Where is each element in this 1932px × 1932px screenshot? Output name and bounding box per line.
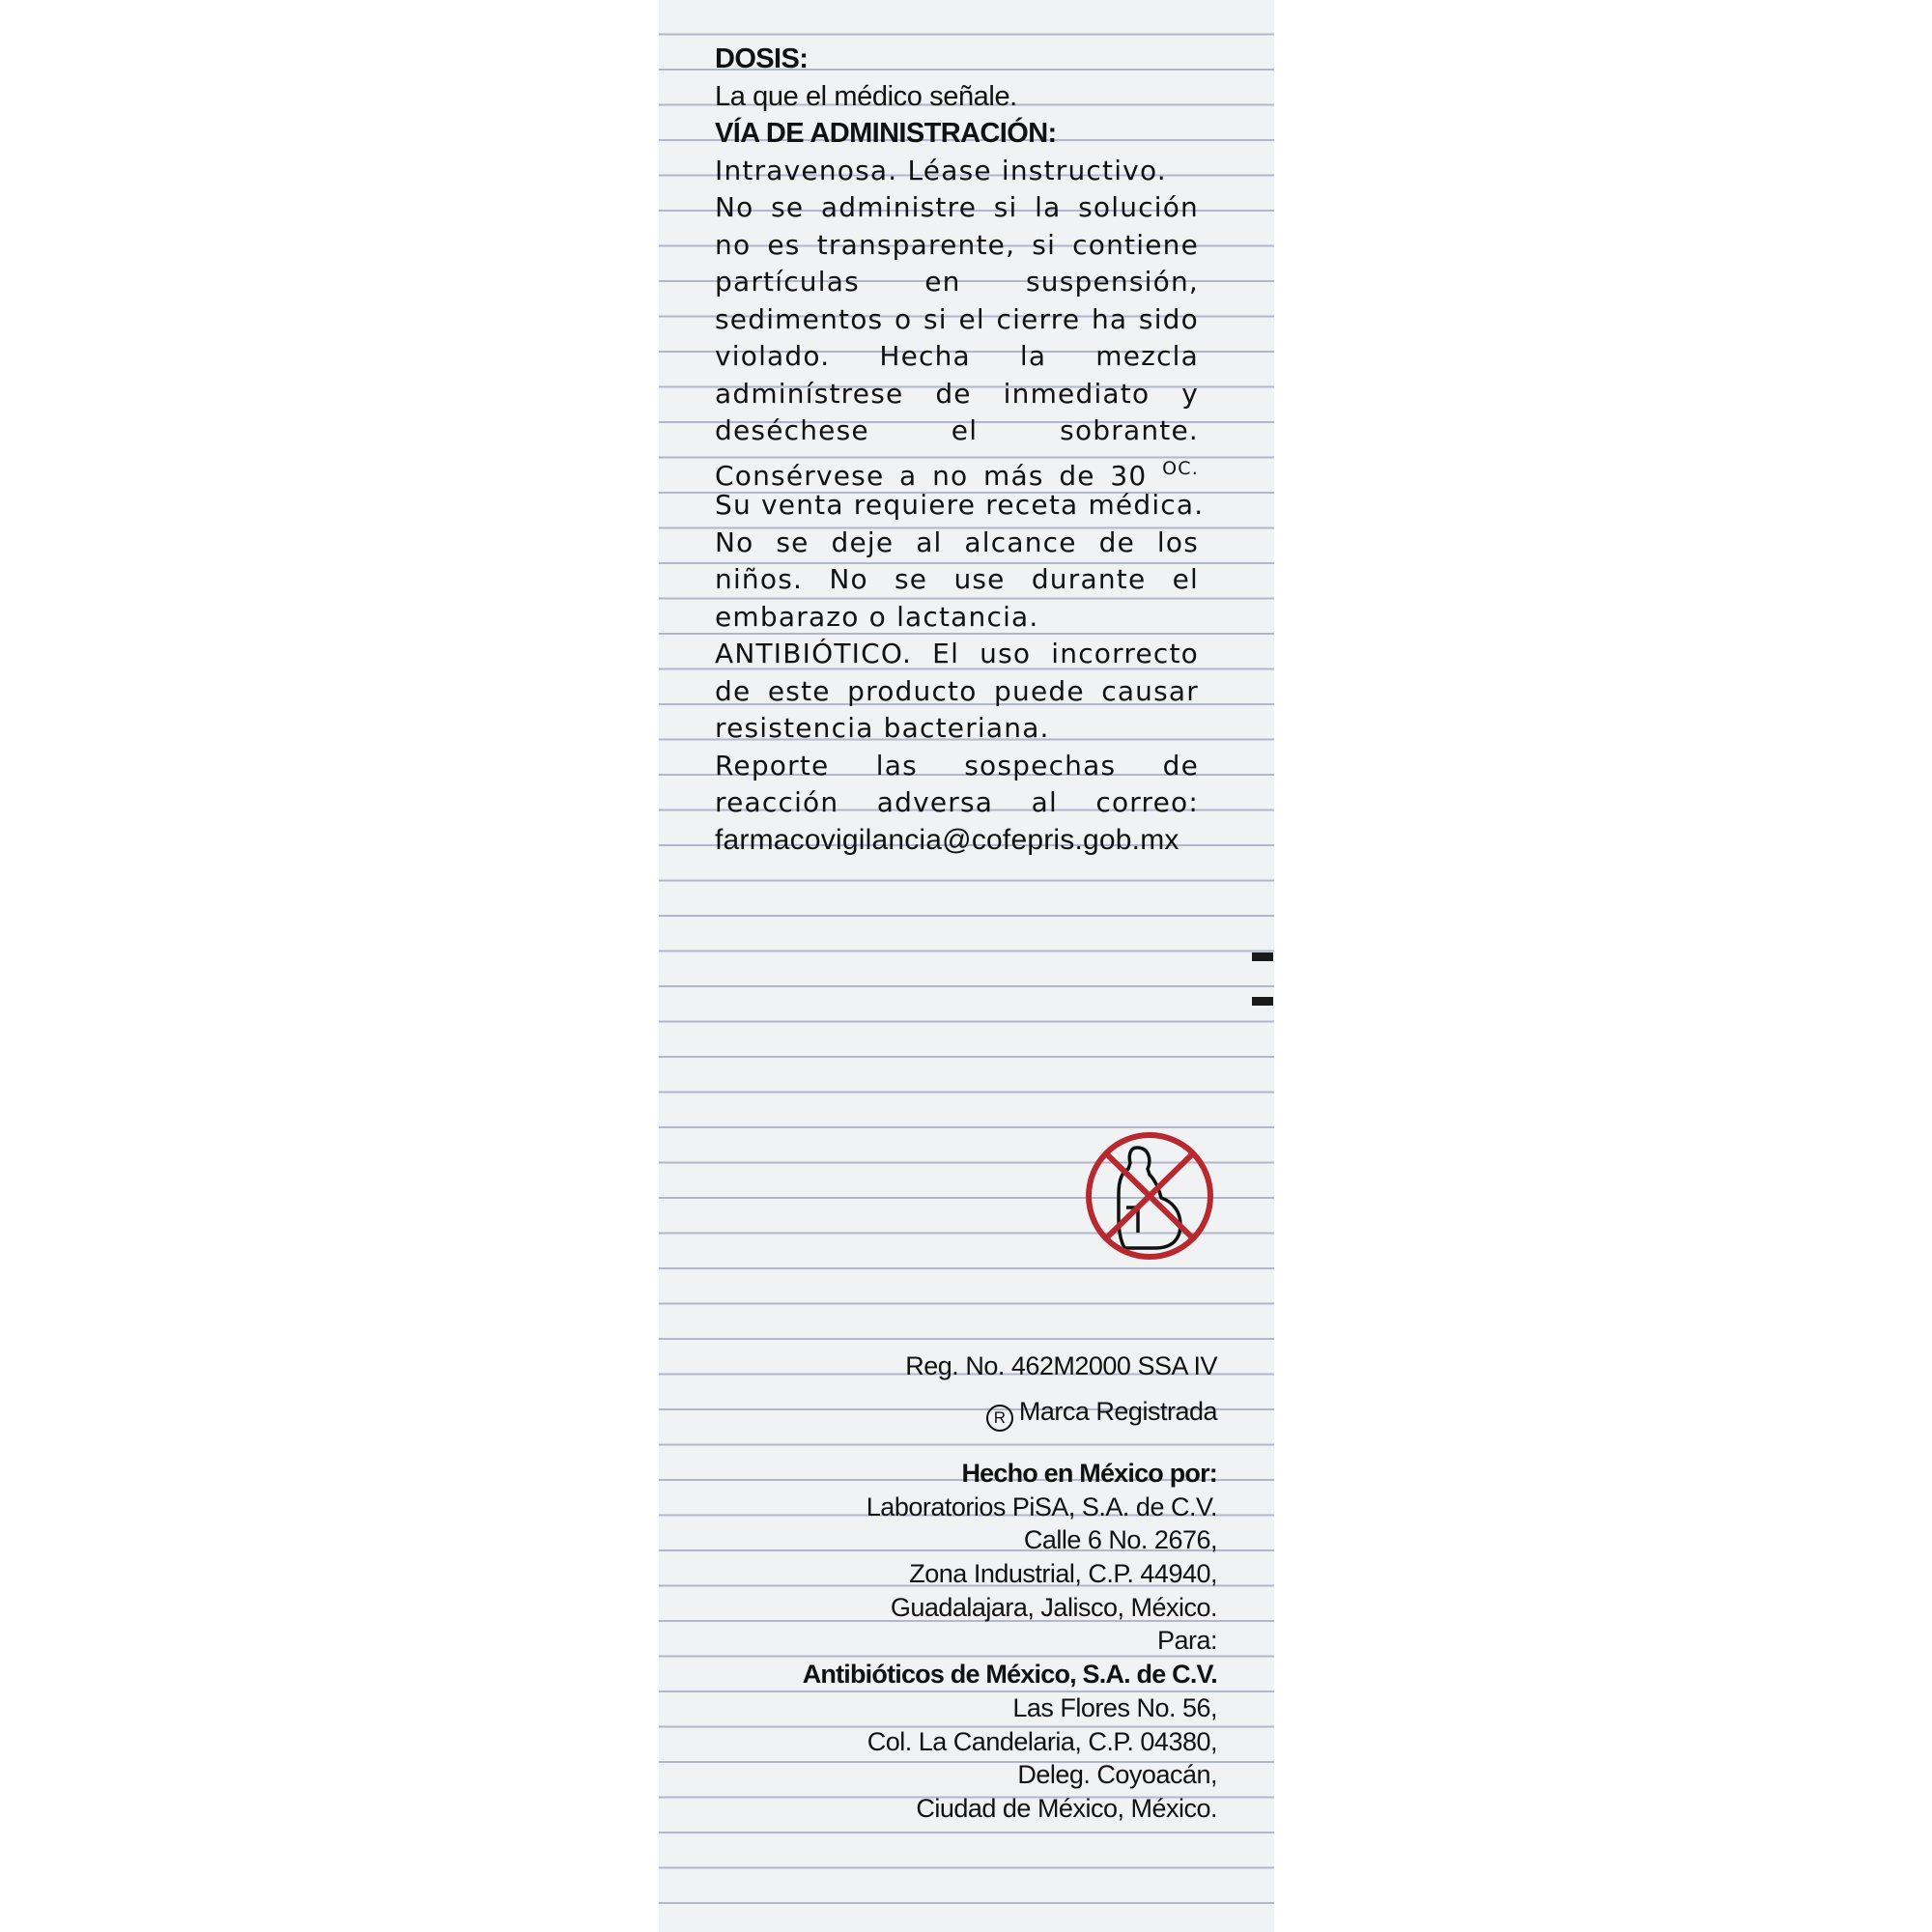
temperature-line bbox=[715, 450, 1199, 492]
via-line: embarazo o lactancia. bbox=[715, 600, 1039, 633]
manufacturer-block bbox=[715, 1457, 1217, 1826]
fabricante-address: Calle 6 No. 2676, bbox=[1023, 1525, 1217, 1555]
via-line: Su venta requiere receta médica. bbox=[715, 489, 1205, 521]
via-line: partículas en suspensión, bbox=[715, 266, 1199, 298]
via-line: de este producto puede causar bbox=[715, 674, 1199, 707]
no-pregnancy-icon bbox=[1084, 1130, 1215, 1262]
via-line: ANTIBIÓTICO. El uso incorrecto bbox=[715, 638, 1199, 669]
distribuidor-address: Ciudad de México, México. bbox=[916, 1793, 1217, 1823]
distribuidor-address: Las Flores No. 56, bbox=[1012, 1692, 1217, 1722]
via-line: deséchese el sobrante. bbox=[715, 414, 1199, 446]
via-line: Reporte las sospechas de bbox=[715, 749, 1199, 781]
instructions-block bbox=[715, 41, 1205, 859]
via-line: niños. No se use durante el bbox=[715, 563, 1199, 595]
distribuidor-address: Col. La Candelaria, C.P. 04380, bbox=[867, 1726, 1217, 1756]
via-line: sedimentos o si el cierre ha sido bbox=[715, 302, 1199, 335]
fabricante-heading: Hecho en México por: bbox=[961, 1459, 1217, 1488]
reg-number: Reg. No. 462M2000 SSA IV bbox=[905, 1351, 1217, 1380]
dosis-text: La que el médico señale. bbox=[715, 80, 1017, 112]
para-label: Para: bbox=[1156, 1626, 1217, 1656]
fold-mark bbox=[1252, 952, 1273, 961]
via-line: reacción adversa al correo: bbox=[715, 786, 1199, 818]
via-line: resistencia bacteriana. bbox=[715, 712, 1050, 744]
marca-registrada bbox=[715, 1394, 1217, 1429]
fold-mark bbox=[1252, 997, 1273, 1006]
temperature-unit: OC. bbox=[1162, 457, 1199, 479]
fabricante-name: Laboratorios PiSA, S.A. de C.V. bbox=[866, 1492, 1217, 1521]
fabricante-address: Zona Industrial, C.P. 44940, bbox=[909, 1559, 1217, 1589]
marca-text: Marca Registrada bbox=[1018, 1397, 1217, 1426]
distribuidor-address: Deleg. Coyoacán, bbox=[1017, 1760, 1217, 1790]
fabricante-address: Guadalajara, Jalisco, México. bbox=[890, 1592, 1217, 1622]
via-line: No se deje al alcance de los bbox=[715, 526, 1199, 558]
registro-block bbox=[715, 1349, 1217, 1429]
registered-icon: R bbox=[986, 1405, 1013, 1432]
via-heading: VÍA DE ADMINISTRACIÓN: bbox=[715, 118, 1057, 149]
via-line: no es transparente, si contiene bbox=[715, 228, 1199, 261]
temperature-text: Consérvese a no más de 30 bbox=[715, 459, 1148, 492]
email-text: farmacovigilancia@cofepris.gob.mx bbox=[715, 823, 1179, 856]
via-line: violado. Hecha la mezcla bbox=[715, 340, 1199, 372]
dosis-heading: DOSIS: bbox=[715, 43, 809, 74]
via-line: No se administre si la solución bbox=[715, 191, 1199, 223]
distribuidor-name: Antibióticos de México, S.A. de C.V. bbox=[802, 1660, 1217, 1690]
via-line: adminístrese de inmediato y bbox=[715, 377, 1199, 410]
via-line: Intravenosa. Léase instructivo. bbox=[715, 154, 1167, 186]
